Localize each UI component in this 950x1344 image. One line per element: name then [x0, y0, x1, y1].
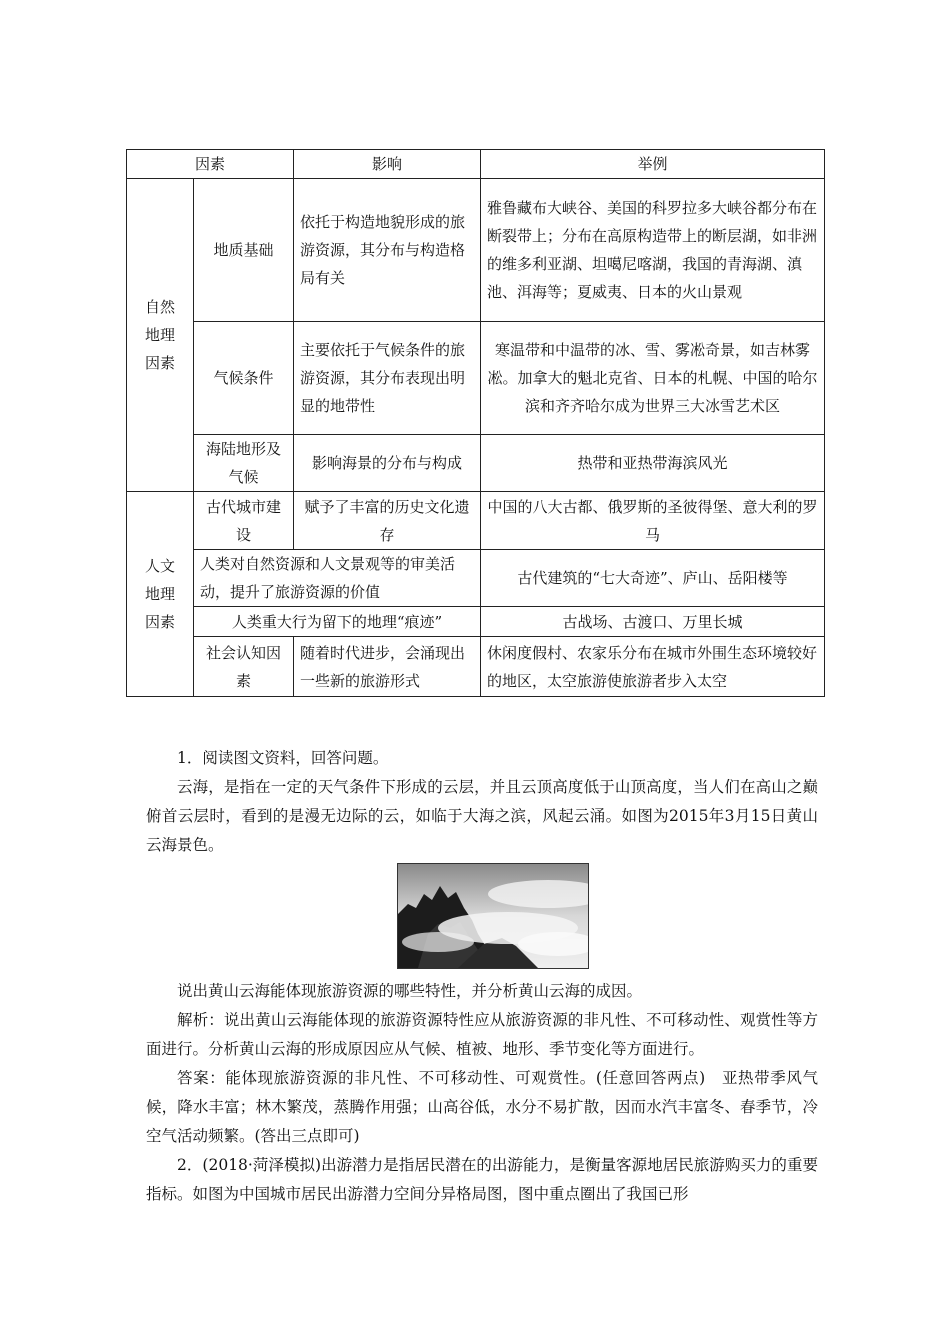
header-influence: 影响: [294, 150, 481, 179]
question1-answer: 答案：能体现旅游资源的非凡性、不可移动性、可观赏性。(任意回答两点) 亚热带季风气候，降水丰富；林木繁茂，蒸腾作用强；山高谷低，水分不易扩散，因而水汽丰富冬、春季节，冷空气活动频繁。(答出三点即可): [146, 1069, 818, 1145]
example-cell: 热带和亚热带海滨风光: [481, 435, 825, 492]
example-cell: 古代建筑的“七大奇迹”、庐山、岳阳楼等: [481, 550, 825, 607]
table-row: [127, 637, 825, 697]
table-row: [127, 550, 825, 607]
factors-table: [126, 149, 825, 697]
human-category-cell: 人文 地理 因素: [127, 492, 194, 697]
influence-cell: 赋予了丰富的历史文化遗存: [294, 492, 481, 550]
factor-cell: 气候条件: [194, 322, 294, 435]
question1-discussion: [146, 977, 818, 1209]
influence-cell: 影响海景的分布与构成: [294, 435, 481, 492]
example-cell: 寒温带和中温带的冰、雪、雾凇奇景，如吉林雾凇。加拿大的魁北克省、日本的札幌、中国的哈尔滨和齐齐哈尔成为世界三大冰雪艺术区: [481, 322, 825, 435]
huangshan-sea-of-clouds-photo: [397, 863, 589, 969]
example-cell: 古战场、古渡口、万里长城: [481, 607, 825, 637]
factor-cell: 古代城市建设: [194, 492, 294, 550]
question1-analysis: 解析：说出黄山云海能体现的旅游资源特性应从旅游资源的非凡性、不可移动性、观赏性等方面进行。分析黄山云海的形成原因应从气候、植被、地形、季节变化等方面进行。: [146, 1011, 818, 1058]
question2-intro: 2．(2018·菏泽模拟)出游潜力是指居民潜在的出游能力，是衡量客源地居民旅游购买力的重要指标。如图为中国城市居民出游潜力空间分异格局图，图中重点圈出了我国已形: [146, 1156, 818, 1203]
factor-cell: 地质基础: [194, 179, 294, 322]
question1-title: 1．阅读图文资料，回答问题。: [177, 749, 389, 767]
example-cell: 中国的八大古都、俄罗斯的圣彼得堡、意大利的罗马: [481, 492, 825, 550]
merged-influence-cell: 人类对自然资源和人文景观等的审美活动，提升了旅游资源的价值: [194, 550, 481, 607]
influence-cell: 主要依托于气候条件的旅游资源，其分布表现出明显的地带性: [294, 322, 481, 435]
table-row: [127, 179, 825, 322]
merged-influence-cell: 人类重大行为留下的地理“痕迹”: [194, 607, 481, 637]
table-row: [127, 607, 825, 637]
table-row: [127, 322, 825, 435]
natural-category-cell: 自然 地理 因素: [127, 179, 194, 492]
table-row: [127, 492, 825, 550]
question1-prompt: 说出黄山云海能体现旅游资源的哪些特性，并分析黄山云海的成因。: [177, 982, 643, 1000]
example-cell: 休闲度假村、农家乐分布在城市外围生态环境较好的地区，太空旅游使旅游者步入太空: [481, 637, 825, 697]
influence-cell: 依托于构造地貌形成的旅游资源，其分布与构造格局有关: [294, 179, 481, 322]
question1-block: [146, 744, 818, 860]
header-factor: 因素: [127, 150, 294, 179]
table-header-row: [127, 150, 825, 179]
factor-cell: 社会认知因素: [194, 637, 294, 697]
example-cell: 雅鲁藏布大峡谷、美国的科罗拉多大峡谷都分布在断裂带上；分布在高原构造带上的断层湖，如非洲的维多利亚湖、坦噶尼喀湖，我国的青海湖、滇池、洱海等；夏威夷、日本的火山景观: [481, 179, 825, 322]
mountain-cloud-illustration: [398, 864, 588, 968]
table-row: [127, 435, 825, 492]
factor-cell: 海陆地形及气候: [194, 435, 294, 492]
influence-cell: 随着时代进步，会涌现出一些新的旅游形式: [294, 637, 481, 697]
question1-intro: 云海，是指在一定的天气条件下形成的云层，并且云顶高度低于山顶高度，当人们在高山之巅俯首云层时，看到的是漫无边际的云，如临于大海之滨，风起云涌。如图为2015年3月15日黄山云海景色。: [146, 778, 818, 854]
header-example: 举例: [481, 150, 825, 179]
